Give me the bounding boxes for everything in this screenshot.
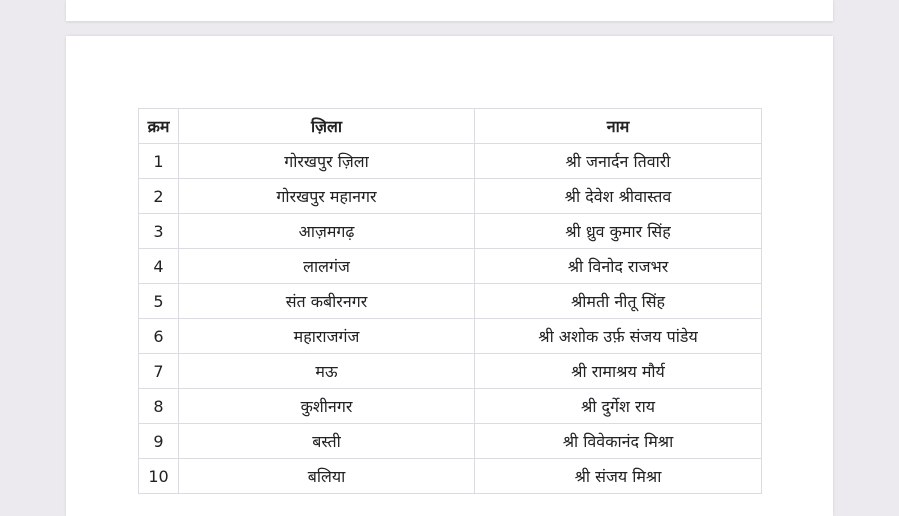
serial-cell: 5 bbox=[139, 284, 179, 319]
district-cell: बस्ती bbox=[179, 424, 475, 459]
district-cell: गोरखपुर ज़िला bbox=[179, 144, 475, 179]
table-row bbox=[139, 424, 762, 459]
name-cell: श्री अशोक उर्फ़ संजय पांडेय bbox=[475, 319, 762, 354]
district-cell: कुशीनगर bbox=[179, 389, 475, 424]
serial-cell: 8 bbox=[139, 389, 179, 424]
table-row bbox=[139, 354, 762, 389]
name-cell: श्री ध्रुव कुमार सिंह bbox=[475, 214, 762, 249]
header-serial: क्रम bbox=[139, 109, 179, 144]
district-cell: संत कबीरनगर bbox=[179, 284, 475, 319]
name-cell: श्री विवेकानंद मिश्रा bbox=[475, 424, 762, 459]
serial-cell: 3 bbox=[139, 214, 179, 249]
serial-cell: 2 bbox=[139, 179, 179, 214]
name-cell: श्री देवेश श्रीवास्तव bbox=[475, 179, 762, 214]
table-row bbox=[139, 214, 762, 249]
name-cell: श्री जनार्दन तिवारी bbox=[475, 144, 762, 179]
table-row bbox=[139, 459, 762, 494]
header-district: ज़िला bbox=[179, 109, 475, 144]
name-cell: श्री संजय मिश्रा bbox=[475, 459, 762, 494]
table-row bbox=[139, 389, 762, 424]
name-cell: श्रीमती नीतू सिंह bbox=[475, 284, 762, 319]
district-president-table bbox=[138, 108, 762, 494]
table-row bbox=[139, 284, 762, 319]
name-cell: श्री विनोद राजभर bbox=[475, 249, 762, 284]
table-row bbox=[139, 249, 762, 284]
district-cell: बलिया bbox=[179, 459, 475, 494]
name-cell: श्री दुर्गेश राय bbox=[475, 389, 762, 424]
serial-cell: 9 bbox=[139, 424, 179, 459]
serial-cell: 7 bbox=[139, 354, 179, 389]
district-cell: गोरखपुर महानगर bbox=[179, 179, 475, 214]
district-cell: लालगंज bbox=[179, 249, 475, 284]
previous-page-card bbox=[66, 0, 833, 21]
district-cell: मऊ bbox=[179, 354, 475, 389]
serial-cell: 6 bbox=[139, 319, 179, 354]
district-cell: महाराजगंज bbox=[179, 319, 475, 354]
header-name: नाम bbox=[475, 109, 762, 144]
table-row bbox=[139, 144, 762, 179]
table-header-row bbox=[139, 109, 762, 144]
district-cell: आज़मगढ़ bbox=[179, 214, 475, 249]
serial-cell: 4 bbox=[139, 249, 179, 284]
serial-cell: 1 bbox=[139, 144, 179, 179]
name-cell: श्री रामाश्रय मौर्य bbox=[475, 354, 762, 389]
table-row bbox=[139, 179, 762, 214]
document-page-card bbox=[66, 36, 833, 516]
table-row bbox=[139, 319, 762, 354]
serial-cell: 10 bbox=[139, 459, 179, 494]
